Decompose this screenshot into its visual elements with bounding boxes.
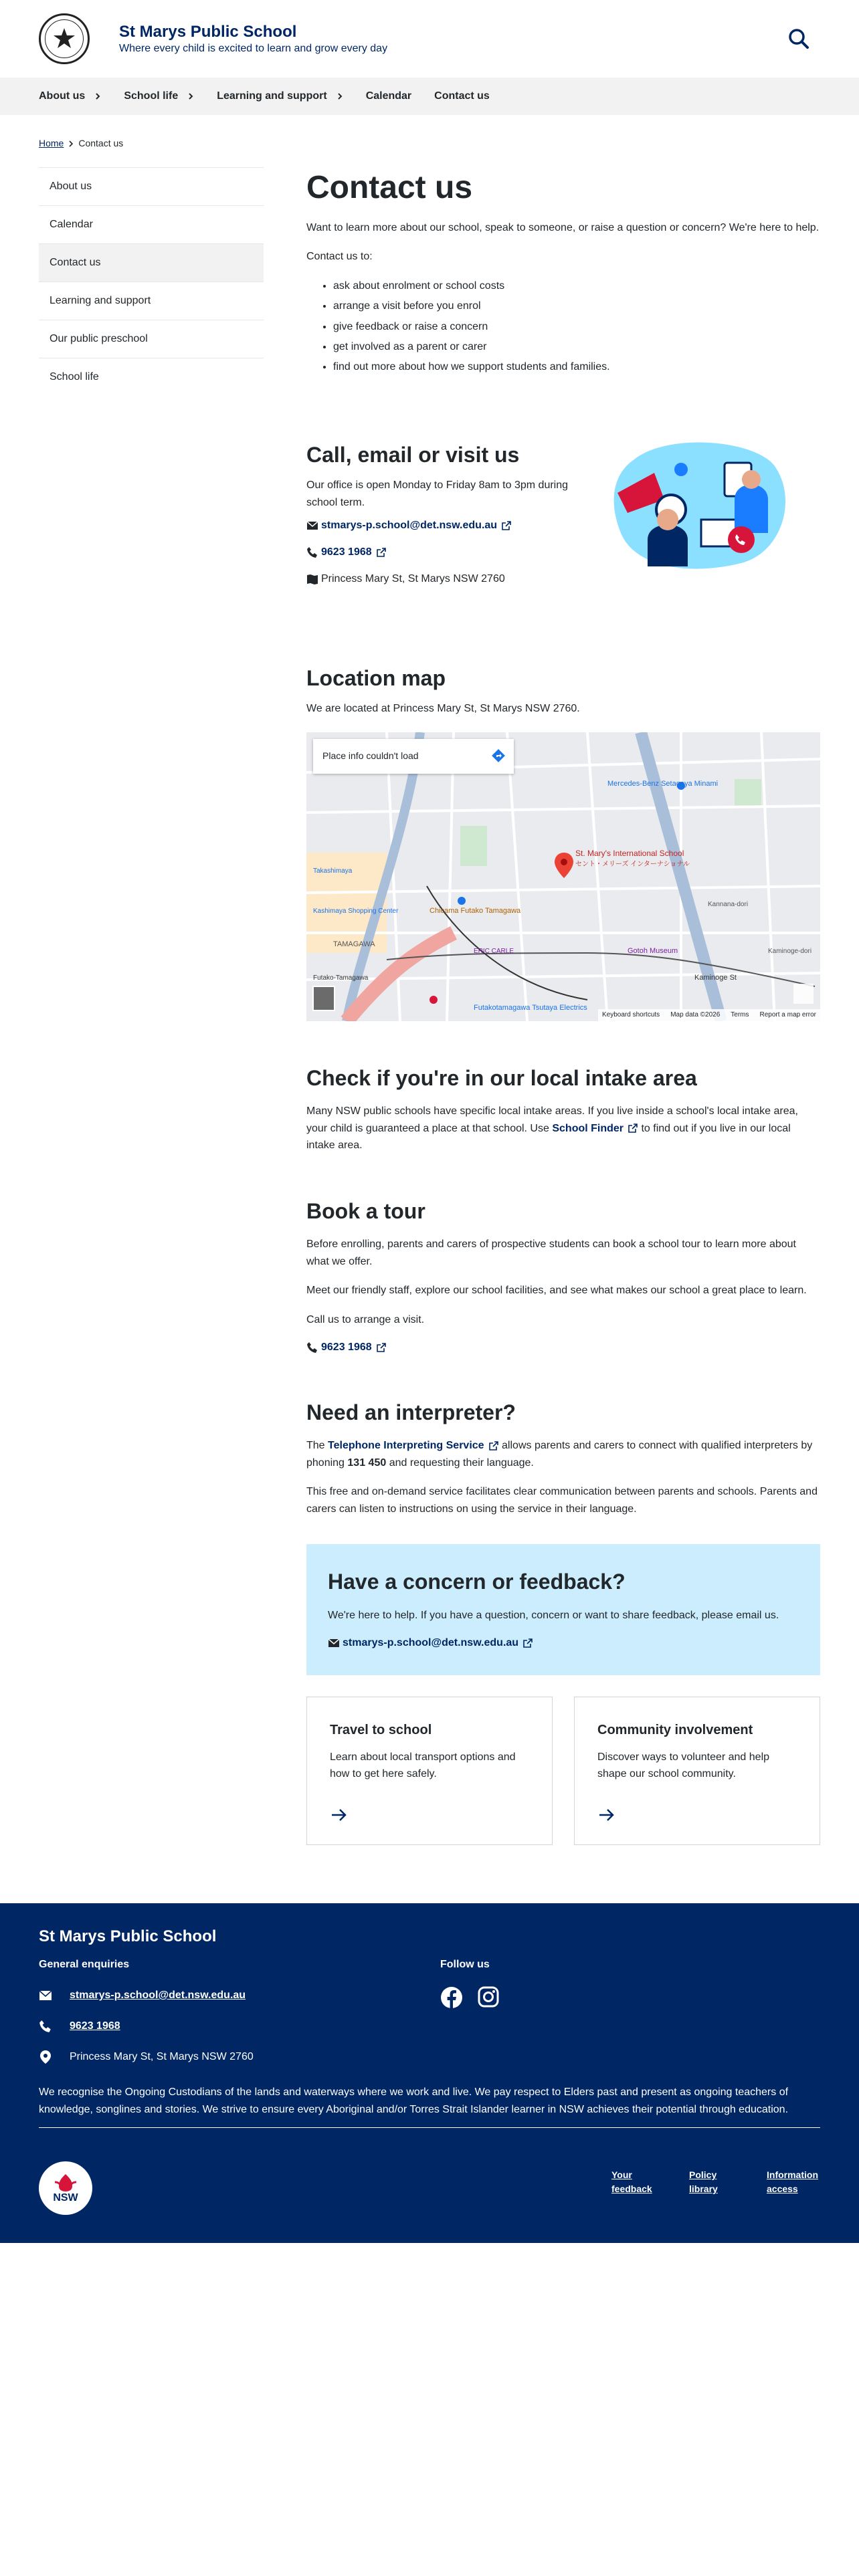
- arrow-right-icon: [330, 1806, 349, 1824]
- facebook-icon[interactable]: [440, 1986, 463, 2009]
- location-pin-icon: [39, 2050, 52, 2064]
- nav-item-about-us[interactable]: [39, 88, 101, 104]
- footer-link-policy[interactable]: Policy library: [689, 2169, 718, 2194]
- footer-email-link[interactable]: stmarys-p.school@det.nsw.edu.au: [70, 1990, 246, 2001]
- intake-section: [306, 1065, 820, 1154]
- map-label: Futakotamagawa Tsutaya Electrics: [474, 1003, 587, 1012]
- map-label: TAMAGAWA: [333, 940, 375, 948]
- cards-row: [306, 1697, 820, 1845]
- waratah-icon: [52, 2173, 79, 2193]
- footer-link-information[interactable]: Information access: [767, 2169, 818, 2194]
- chevron-right-icon: [187, 93, 194, 100]
- contact-illustration: [607, 439, 788, 573]
- nav-label: About us: [39, 90, 86, 102]
- intro-text: Want to learn more about our school, speak to someone, or raise a question or concern? We're here to help.: [306, 221, 820, 233]
- intake-text: [306, 1103, 820, 1154]
- concern-email-link[interactable]: stmarys-p.school@det.nsw.edu.au: [343, 1637, 519, 1649]
- general-enquiries: General enquiries: [39, 1959, 130, 1970]
- tis-link[interactable]: Telephone Interpreting Service: [328, 1440, 484, 1452]
- breadcrumb: [39, 136, 123, 150]
- side-item-contact-us[interactable]: Contact us: [39, 243, 264, 282]
- map-footer-item[interactable]: Report a map error: [759, 1011, 816, 1019]
- footer-links: [611, 2168, 820, 2196]
- email-link[interactable]: stmarys-p.school@det.nsw.edu.au: [321, 520, 498, 532]
- mail-icon: [39, 1990, 52, 2001]
- list-item: • get involved as a parent or carer: [333, 337, 820, 357]
- breadcrumb-current: Contact us: [78, 138, 124, 148]
- instagram-icon[interactable]: [478, 1986, 499, 2008]
- external-link-icon: [522, 1638, 533, 1648]
- map-info-card: [313, 739, 514, 774]
- school-name[interactable]: St Marys Public School: [119, 22, 297, 41]
- call-title: Call, email or visit us: [306, 442, 520, 467]
- side-item-preschool[interactable]: Our public preschool: [39, 320, 264, 358]
- mail-icon: [328, 1638, 340, 1648]
- interpreter-section: [306, 1400, 820, 1518]
- chevron-right-icon: [337, 93, 343, 100]
- concern-desc: We're here to help. If you have a question, concern or want to share feedback, please email us.: [328, 1610, 779, 1622]
- chevron-right-icon: [68, 140, 74, 147]
- page-title: Contact us: [306, 170, 473, 205]
- tour-section: [306, 1198, 820, 1356]
- map-info-text: Place info couldn't load: [322, 750, 419, 762]
- external-link-icon: [501, 520, 512, 531]
- footer-link-feedback[interactable]: Your feedback: [611, 2169, 652, 2194]
- card-title: Travel to school: [330, 1723, 432, 1738]
- brand: [119, 22, 387, 56]
- follow-us-label: Follow us: [440, 1959, 490, 1970]
- concern-box: [306, 1544, 820, 1675]
- list-item: • ask about enrolment or school costs: [333, 276, 820, 296]
- main-content: [306, 167, 820, 1845]
- map-label: Futako-Tamagawa: [313, 974, 369, 982]
- map-footer: [598, 1009, 820, 1021]
- star-icon: [52, 27, 76, 51]
- nsw-logo-text: NSW: [53, 2192, 78, 2204]
- site-header: [0, 0, 859, 78]
- nav-item-calendar[interactable]: [366, 88, 411, 104]
- side-item-learning-support[interactable]: Learning and support: [39, 282, 264, 320]
- nav-item-contact-us[interactable]: [434, 88, 490, 104]
- intake-text-part: Many NSW public schools have specific local intake areas. If you live inside a school's local intake area, your child is guaranteed a place at that school. Use: [306, 1105, 798, 1134]
- nav-label: School life: [124, 90, 179, 102]
- list-item: • arrange a visit before you enrol: [333, 296, 820, 316]
- nav-label: Contact us: [434, 90, 490, 102]
- map-label: Mercedes-Benz Setagaya Minami: [607, 779, 719, 788]
- phone-link[interactable]: 9623 1968: [321, 546, 372, 558]
- map-canvas[interactable]: [306, 732, 820, 1021]
- external-link-icon: [376, 1342, 387, 1353]
- map-footer-item[interactable]: Terms: [731, 1011, 749, 1019]
- map-label: Takashimaya: [313, 867, 353, 875]
- text-part: and requesting their language.: [389, 1457, 534, 1469]
- search-icon[interactable]: [785, 25, 812, 52]
- tour-text-2: Meet our friendly staff, explore our school facilities, and see what makes our school a great place to learn.: [306, 1285, 807, 1297]
- arrow-right-icon: [597, 1806, 616, 1824]
- tour-phone-link[interactable]: 9623 1968: [321, 1341, 372, 1353]
- list-item: • give feedback or raise a concern: [333, 317, 820, 337]
- map-label: Kashimaya Shopping Center: [313, 907, 399, 915]
- map-label: ERIC CARLE: [474, 947, 514, 955]
- map-footer-item[interactable]: Keyboard shortcuts: [602, 1011, 660, 1019]
- site-footer: [0, 1903, 859, 2243]
- interpreter-title: Need an interpreter?: [306, 1400, 516, 1424]
- breadcrumb-home-link[interactable]: Home: [39, 138, 64, 148]
- chevron-right-icon: [94, 93, 101, 100]
- side-item-calendar[interactable]: Calendar: [39, 205, 264, 243]
- fullscreen-button[interactable]: [793, 984, 814, 1004]
- intake-title: Check if you're in our local intake area: [306, 1065, 697, 1090]
- location-section: [306, 665, 820, 1021]
- footer-phone-link[interactable]: 9623 1968: [70, 2020, 120, 2032]
- location-desc: We are located at Princess Mary St, St Marys NSW 2760.: [306, 703, 580, 715]
- follow-us: [440, 1957, 499, 2009]
- main-nav: [0, 78, 859, 115]
- school-logo[interactable]: [39, 13, 90, 64]
- phone-icon: [306, 546, 318, 558]
- directions-icon[interactable]: [491, 748, 506, 763]
- side-item-school-life[interactable]: School life: [39, 358, 264, 396]
- side-item-about-us[interactable]: About us: [39, 167, 264, 205]
- map-label: Kaminoge-dori: [768, 947, 812, 955]
- map-label-school: St. Mary's International School: [575, 848, 684, 858]
- phone-icon: [306, 1341, 318, 1354]
- nav-item-school-life[interactable]: [124, 88, 194, 104]
- card-title: Community involvement: [597, 1723, 753, 1738]
- nav-label: Learning and support: [217, 90, 327, 102]
- footer-school-name: St Marys Public School: [39, 1927, 217, 1945]
- nav-label: Calendar: [365, 90, 412, 102]
- map-label: Kannana-dori: [708, 900, 749, 908]
- external-link-icon: [376, 547, 387, 558]
- card-community[interactable]: [574, 1697, 820, 1845]
- location-title: Location map: [306, 665, 446, 690]
- map-layer-thumb[interactable]: [313, 986, 335, 1010]
- interpreter-text-1: [306, 1437, 820, 1471]
- text-part: The: [306, 1440, 325, 1452]
- contact-reasons-list: [306, 276, 820, 378]
- office-hours: Our office is open Monday to Friday 8am to 3pm during school term.: [306, 479, 569, 508]
- external-link-icon: [488, 1440, 499, 1451]
- text-part: allows parents and carers to connect with qualified interpreters by phoning: [306, 1440, 813, 1469]
- tour-title: Book a tour: [306, 1198, 425, 1223]
- map-icon: [306, 574, 318, 584]
- map-label: Chicama Futako Tamagawa: [430, 906, 521, 915]
- interpreter-text-2: This free and on-demand service facilitates clear communication between parents and schools. Parents and carers can listen to instructions on using the service in their language.: [306, 1486, 818, 1515]
- tour-text-1: Before enrolling, parents and carers of prospective students can book a school tour to learn more about what we offer.: [306, 1239, 796, 1267]
- footer-divider: [39, 2127, 820, 2128]
- external-link-icon: [628, 1123, 638, 1134]
- phone-icon: [39, 2020, 52, 2033]
- intake-text-part: to find out if you live in our local intake area.: [306, 1122, 791, 1152]
- map-label: Gotoh Museum: [628, 946, 678, 955]
- list-item: • find out more about how we support students and families.: [333, 357, 820, 377]
- concern-title: Have a concern or feedback?: [328, 1570, 626, 1594]
- card-travel[interactable]: [306, 1697, 553, 1845]
- map-label: Kaminoge St: [694, 973, 737, 982]
- footer-address: Princess Mary St, St Marys NSW 2760: [70, 2051, 254, 2062]
- map-label-school-jp: セント・メリーズ インターナショナル: [575, 860, 690, 868]
- location-map[interactable]: [306, 732, 820, 1021]
- nav-item-learning-support[interactable]: [217, 88, 343, 104]
- tour-text-3: Call us to arrange a visit.: [306, 1314, 425, 1326]
- contact-us-to: Contact us to:: [306, 251, 373, 263]
- card-desc: Discover ways to volunteer and help shape our school community.: [597, 1751, 770, 1780]
- tis-number: 131 450: [347, 1457, 387, 1469]
- school-tagline: Where every child is excited to learn and grow every day: [119, 42, 388, 54]
- address-text: Princess Mary St, St Marys NSW 2760: [321, 573, 505, 585]
- nsw-logo[interactable]: [39, 2161, 92, 2215]
- school-finder-link[interactable]: School Finder: [552, 1122, 624, 1134]
- map-footer-item: Map data ©2026: [670, 1011, 721, 1019]
- acknowledgement: We recognise the Ongoing Custodians of the lands and waterways where we work and live. We pay respect to Elders past and present as ongoing teachers of knowledge, songlines and stories. We strive to ensure every Aboriginal and/or Torres Strait Islander learner in NSW achieves their potential through education.: [39, 2086, 789, 2115]
- card-desc: Learn about local transport options and how to get here safely.: [330, 1751, 516, 1780]
- side-nav: [39, 167, 264, 396]
- mail-icon: [306, 521, 318, 530]
- call-section: [306, 442, 820, 596]
